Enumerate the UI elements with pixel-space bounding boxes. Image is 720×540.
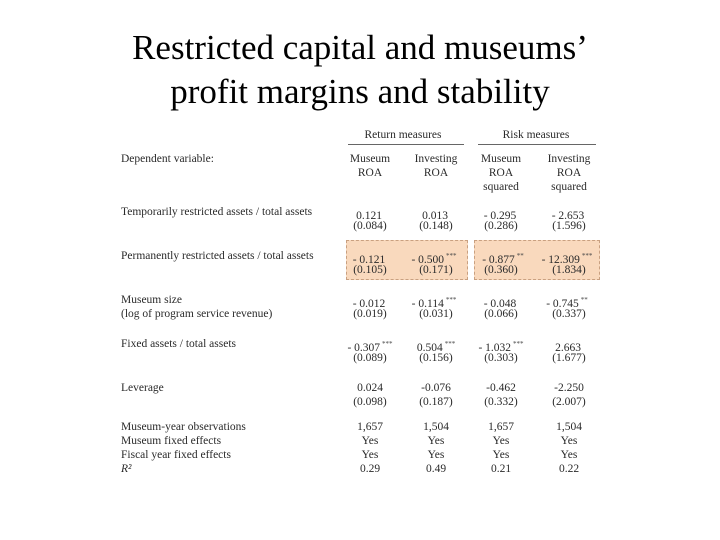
se-cell: (0.019) <box>353 308 387 320</box>
footer-label-observations: Museum-year observations <box>121 421 246 433</box>
group-rule-return <box>348 144 464 145</box>
row-label-fixed-assets: Fixed assets / total assets <box>121 338 236 350</box>
footer-cell: 1,504 <box>423 421 449 433</box>
col-header-museum-roa-squared: Museum ROA squared <box>480 153 522 193</box>
coef-cell: 2.663 <box>555 342 581 354</box>
coef-cell: 0.024 <box>357 382 383 394</box>
row-label-temporarily-restricted: Temporarily restricted assets / total assets <box>121 206 313 218</box>
coef-cell: -2.250 <box>554 382 584 394</box>
se-cell: (0.089) <box>353 352 387 364</box>
footer-cell: 1,504 <box>556 421 582 433</box>
row-label-permanently-restricted: Permanently restricted assets / total assets <box>121 250 314 262</box>
se-cell: (0.187) <box>419 396 453 408</box>
footer-cell: 0.49 <box>425 463 447 475</box>
footer-cell: 0.29 <box>359 463 381 475</box>
se-cell: (2.007) <box>552 396 586 408</box>
col-header-investing-roa-squared: Investing ROA squared <box>547 153 591 193</box>
coef-cell: - 0.048 <box>483 298 517 310</box>
footer-cell: 1,657 <box>357 421 383 433</box>
coef-cell: 0.013 <box>422 210 448 222</box>
se-cell: (1.596) <box>552 220 586 232</box>
coef-cell: - 0.500 *** <box>411 252 457 266</box>
row-label-museum-size: Museum size <box>121 294 183 306</box>
col-header-investing-roa: Investing ROA <box>414 153 458 179</box>
footer-cell: Yes <box>361 449 379 461</box>
coef-cell: - 12.309 *** <box>541 252 593 266</box>
coef-cell: - 0.295 <box>483 210 517 222</box>
coef-cell: 0.121 <box>356 210 382 222</box>
coef-cell: - 2.653 <box>551 210 585 222</box>
footer-cell: Yes <box>492 449 510 461</box>
coef-cell: -0.076 <box>421 382 451 394</box>
group-rule-risk <box>478 144 596 145</box>
coef-cell: - 0.012 <box>352 298 386 310</box>
se-cell: (0.360) <box>484 264 518 276</box>
footer-cell: Yes <box>427 435 445 447</box>
se-cell: (0.066) <box>484 308 518 320</box>
se-cell: (0.286) <box>484 220 518 232</box>
se-cell: (0.098) <box>353 396 387 408</box>
se-cell: (0.156) <box>419 352 453 364</box>
footer-cell: 1,657 <box>488 421 514 433</box>
coef-cell: 0.504 *** <box>416 340 456 354</box>
se-cell: (0.105) <box>353 264 387 276</box>
row-label-leverage: Leverage <box>121 382 164 394</box>
footer-cell: 0.21 <box>490 463 512 475</box>
footer-cell: Yes <box>361 435 379 447</box>
se-cell: (0.303) <box>484 352 518 364</box>
footer-label-fiscal-year-fe: Fiscal year fixed effects <box>121 449 231 461</box>
se-cell: (1.677) <box>552 352 586 364</box>
footer-cell: Yes <box>492 435 510 447</box>
se-cell: (0.148) <box>419 220 453 232</box>
coef-cell: - 0.307 *** <box>347 340 393 354</box>
coef-cell: - 0.745 ** <box>546 296 588 310</box>
dependent-variable-label: Dependent variable: <box>121 153 214 165</box>
footer-label-r-squared: R² <box>121 463 132 475</box>
coef-cell: - 0.121 <box>352 254 386 266</box>
footer-cell: Yes <box>560 449 578 461</box>
se-cell: (0.337) <box>552 308 586 320</box>
title-line-1: Restricted capital and museums’ <box>132 28 588 67</box>
coef-cell: - 0.114 *** <box>411 296 457 310</box>
footer-cell: 0.22 <box>558 463 580 475</box>
se-cell: (0.084) <box>353 220 387 232</box>
col-header-museum-roa: Museum ROA <box>349 153 391 179</box>
row-sublabel-museum-size: (log of program service revenue) <box>121 308 273 320</box>
coef-cell: - 0.877 ** <box>482 252 524 266</box>
group-header-return: Return measures <box>364 129 442 141</box>
se-cell: (0.031) <box>419 308 453 320</box>
coef-cell: - 1.032 *** <box>478 340 524 354</box>
se-cell: (0.171) <box>419 264 453 276</box>
coef-cell: -0.462 <box>486 382 516 394</box>
se-cell: (1.834) <box>552 264 586 276</box>
se-cell: (0.332) <box>484 396 518 408</box>
group-header-risk: Risk measures <box>502 129 570 141</box>
footer-cell: Yes <box>427 449 445 461</box>
footer-label-museum-fe: Museum fixed effects <box>121 435 222 447</box>
footer-cell: Yes <box>560 435 578 447</box>
title-line-2: profit margins and stability <box>170 72 550 111</box>
